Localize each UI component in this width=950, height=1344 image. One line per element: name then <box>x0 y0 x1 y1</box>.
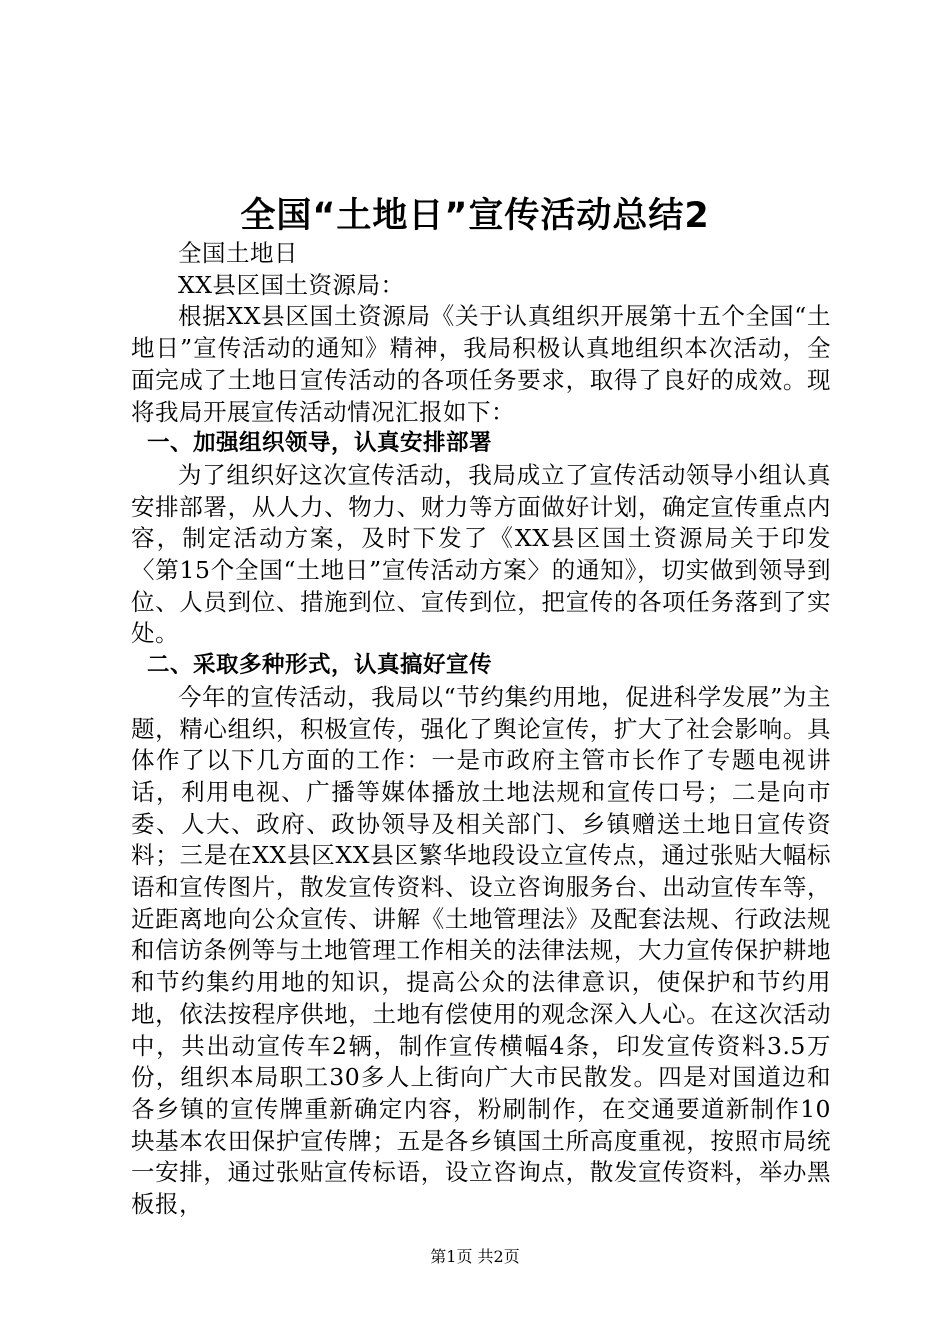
section-2-heading: 二、采取多种形式，认真搞好宣传 <box>147 652 493 679</box>
section-2-paragraph: 今年的宣传活动，我局以“节约集约用地，促进科学发展”为主题，精心组织，积极宣传，强化了舆论宣传，扩大了社会影响。具体作了以下几方面的工作：一是市政府主管市长作了专题电视讲话，利用电视、广播等媒体播放土地法规和宣传口号；二是向市委、人大、政府、政协领导及相关部门、乡镇赠送土地日宣传资料；三是在XX县区XX县区繁华地段设立宣传点，通过张贴大幅标语和宣传图片，散发宣传资料、设立咨询服务台、出动宣传车等，近距离地向公众宣传、讲解《土地管理法》及配套法规、行政法规和信访条例等与土地管理工作相关的法律法规，大力宣传保护耕地和节约集约用地的知识，提高公众的法律意识，使保护和节约用地，依法按程序供地，土地有偿使用的观念深入人心。在这次活动中，共出动宣传车2辆，制作宣传横幅4条，印发宣传资料3.5万份，组织本局职工30多人上街向广大市民散发。四是对国道边和各乡镇的宣传牌重新确定内容，粉刷制作，在交通要道新制作10块基本农田保护宣传牌；五是各乡镇国土所高度重视，按照市局统一安排，通过张贴宣传标语，设立咨询点，散发宣传资料，举办黑板报， <box>131 682 831 1219</box>
section-1-heading: 一、加强组织领导，认真安排部署 <box>147 430 493 457</box>
recipient-line: XX县区国土资源局： <box>178 270 405 299</box>
section-1-paragraph: 为了组织好这次宣传活动，我局成立了宣传活动领导小组认真安排部署，从人力、物力、财力等方面做好计划，确定宣传重点内容，制定活动方案，及时下发了《XX县区国土资源局关于印发〈第15个全国“土地日”宣传活动方案〉的通知》，切实做到领导到位、人员到位、措施到位、宣传到位，把宣传的各项任务落到了实处。 <box>131 460 831 648</box>
subtitle-line: 全国土地日 <box>178 239 298 267</box>
page-number-footer: 第1页 共2页 <box>430 1247 520 1266</box>
intro-paragraph: 根据XX县区国土资源局《关于认真组织开展第十五个全国“土地日”宣传活动的通知》精神，我局积极认真地组织本次活动，全面完成了土地日宣传活动的各项任务要求，取得了良好的成效。现将我局开展宣传活动情况汇报如下： <box>131 302 831 426</box>
document-body <box>131 238 831 1221</box>
document-title: 全国“土地日”宣传活动总结2 <box>240 196 710 236</box>
